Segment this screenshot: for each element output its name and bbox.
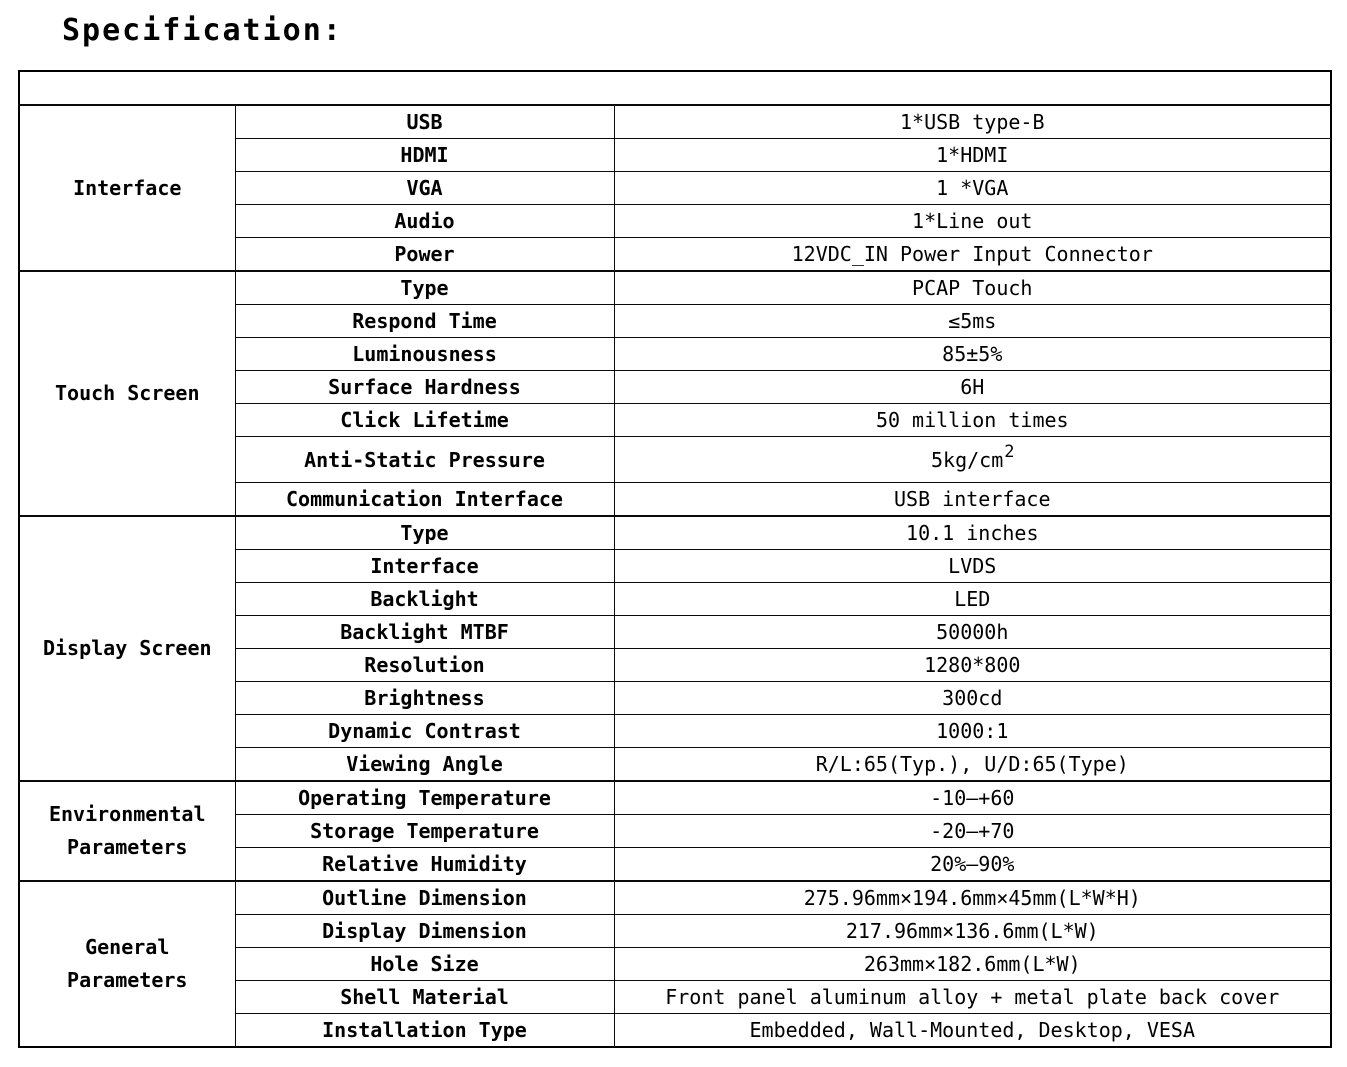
spec-value: 6H: [960, 375, 985, 399]
spec-value-superscript: 2: [1004, 441, 1015, 462]
spec-value: 50 million times: [875, 408, 1069, 432]
spec-label: Brightness: [364, 686, 485, 710]
spec-label-cell: [235, 516, 614, 550]
spec-value: 1000:1: [936, 719, 1009, 743]
spec-value-cell: [614, 516, 1331, 550]
table-header-row: [19, 71, 1331, 105]
spec-table-body: [19, 71, 1331, 1047]
spec-value: Front panel aluminum alloy + metal plate back cover: [665, 985, 1280, 1009]
spec-value: 12VDC_IN Power Input Connector: [791, 242, 1153, 266]
spec-value-cell: [614, 139, 1331, 172]
spec-value-cell: [614, 815, 1331, 848]
spec-label-cell: [235, 781, 614, 815]
spec-value: 85±5%: [942, 342, 1003, 366]
spec-value-cell: [614, 437, 1331, 483]
spec-label-cell: [235, 238, 614, 272]
table-row: [19, 105, 1331, 139]
table-header-empty-cell: [19, 71, 1331, 105]
spec-value: PCAP Touch: [912, 276, 1033, 300]
spec-value-cell: [614, 682, 1331, 715]
spec-label: USB: [406, 110, 443, 134]
spec-value: ≤5ms: [948, 309, 997, 333]
spec-label-cell: [235, 748, 614, 782]
spec-label-cell: [235, 948, 614, 981]
spec-value: 1 *VGA: [936, 176, 1009, 200]
spec-value-cell: [614, 404, 1331, 437]
page-title: Specification:: [62, 13, 343, 48]
spec-label: Click Lifetime: [340, 408, 509, 432]
spec-value-cell: [614, 105, 1331, 139]
spec-label: HDMI: [400, 143, 449, 167]
spec-label-cell: [235, 483, 614, 517]
spec-label: Power: [394, 242, 455, 266]
spec-label: Operating Temperature: [298, 786, 551, 810]
category-label: Environmental Parameters: [48, 802, 206, 859]
spec-label-cell: [235, 105, 614, 139]
spec-label-cell: [235, 682, 614, 715]
spec-label: Interface: [370, 554, 479, 578]
spec-value-cell: [614, 915, 1331, 948]
spec-label: Dynamic Contrast: [328, 719, 521, 743]
spec-label-cell: [235, 649, 614, 682]
spec-value-cell: [614, 172, 1331, 205]
spec-label: Respond Time: [352, 309, 497, 333]
spec-value-cell: [614, 338, 1331, 371]
spec-label: Viewing Angle: [346, 752, 503, 776]
category-cell-environmental-parameters: [19, 781, 235, 881]
spec-value: 217.96mm×136.6mm(L*W): [845, 919, 1099, 943]
spec-label: Resolution: [364, 653, 485, 677]
spec-value-cell: [614, 271, 1331, 305]
spec-label-cell: [235, 583, 614, 616]
spec-label: Anti-Static Pressure: [304, 447, 545, 472]
spec-value: -10—+60: [930, 786, 1015, 810]
spec-value: 263mm×182.6mm(L*W): [863, 952, 1081, 976]
spec-label: Type: [400, 276, 449, 300]
spec-label-cell: [235, 172, 614, 205]
spec-value-cell: [614, 550, 1331, 583]
spec-label-cell: [235, 305, 614, 338]
spec-value: 20%—90%: [930, 852, 1015, 876]
spec-label-cell: [235, 981, 614, 1014]
spec-label-cell: [235, 616, 614, 649]
spec-label: Backlight MTBF: [340, 620, 509, 644]
category-cell-general-parameters: [19, 881, 235, 1047]
spec-label: Hole Size: [370, 952, 479, 976]
spec-label-cell: [235, 915, 614, 948]
spec-label-cell: [235, 881, 614, 915]
spec-label: Shell Material: [340, 985, 509, 1009]
spec-value-cell: [614, 848, 1331, 882]
spec-value: 1*Line out: [912, 209, 1033, 233]
spec-label-cell: [235, 139, 614, 172]
spec-label-cell: [235, 404, 614, 437]
spec-label-cell: [235, 550, 614, 583]
specification-table: [18, 70, 1332, 1048]
spec-value-cell: [614, 1014, 1331, 1048]
spec-value-cell: [614, 881, 1331, 915]
table-row: [19, 781, 1331, 815]
spec-value: -20—+70: [930, 819, 1015, 843]
spec-label-cell: [235, 715, 614, 748]
spec-label: Surface Hardness: [328, 375, 521, 399]
category-cell-interface: [19, 105, 235, 271]
spec-label-cell: [235, 338, 614, 371]
spec-value-cell: [614, 781, 1331, 815]
spec-label: Outline Dimension: [322, 886, 527, 910]
spec-label: Type: [400, 521, 449, 545]
spec-value-cell: [614, 238, 1331, 272]
category-label: General Parameters: [67, 935, 188, 992]
spec-value-cell: [614, 649, 1331, 682]
table-row: [19, 881, 1331, 915]
spec-value: 1*HDMI: [936, 143, 1009, 167]
spec-value-cell: [614, 205, 1331, 238]
spec-value-cell: [614, 616, 1331, 649]
spec-value: 5kg/cm: [931, 447, 1004, 472]
spec-label: Communication Interface: [286, 487, 563, 511]
spec-value-cell: [614, 305, 1331, 338]
spec-value-cell: [614, 748, 1331, 782]
spec-value-cell: [614, 483, 1331, 517]
table-row: [19, 516, 1331, 550]
spec-value: 10.1 inches: [906, 521, 1039, 545]
spec-value-cell: [614, 715, 1331, 748]
category-label: Interface: [73, 175, 182, 200]
spec-label: VGA: [406, 176, 443, 200]
spec-label: Storage Temperature: [310, 819, 539, 843]
category-cell-touch-screen: [19, 271, 235, 516]
spec-value: 1280*800: [924, 653, 1021, 677]
spec-label-cell: [235, 205, 614, 238]
spec-value: R/L:65(Typ.), U/D:65(Type): [815, 752, 1129, 776]
spec-value: LED: [954, 587, 991, 611]
category-label: Display Screen: [42, 636, 212, 660]
spec-label: Backlight: [370, 587, 479, 611]
spec-label: Display Dimension: [322, 919, 527, 943]
spec-label-cell: [235, 437, 614, 483]
spec-label-cell: [235, 815, 614, 848]
spec-value-cell: [614, 981, 1331, 1014]
spec-label: Installation Type: [322, 1018, 527, 1042]
spec-value: 1*USB type-B: [900, 110, 1045, 134]
spec-value-cell: [614, 583, 1331, 616]
spec-value: 50000h: [936, 620, 1009, 644]
spec-value-cell: [614, 948, 1331, 981]
spec-value-cell: [614, 371, 1331, 404]
spec-label-cell: [235, 848, 614, 882]
spec-label: Luminousness: [352, 342, 497, 366]
spec-label: Audio: [394, 209, 455, 233]
spec-label-cell: [235, 1014, 614, 1048]
spec-value: USB interface: [893, 487, 1051, 511]
spec-label-cell: [235, 371, 614, 404]
spec-label-cell: [235, 271, 614, 305]
category-label: Touch Screen: [55, 381, 200, 405]
table-row: [19, 271, 1331, 305]
spec-label: Relative Humidity: [322, 852, 527, 876]
spec-value: 275.96mm×194.6mm×45mm(L*W*H): [803, 886, 1141, 910]
spec-value: Embedded, Wall-Mounted, Desktop, VESA: [749, 1018, 1196, 1042]
spec-value: LVDS: [948, 554, 997, 578]
spec-value: 300cd: [942, 686, 1003, 710]
category-cell-display-screen: [19, 516, 235, 781]
